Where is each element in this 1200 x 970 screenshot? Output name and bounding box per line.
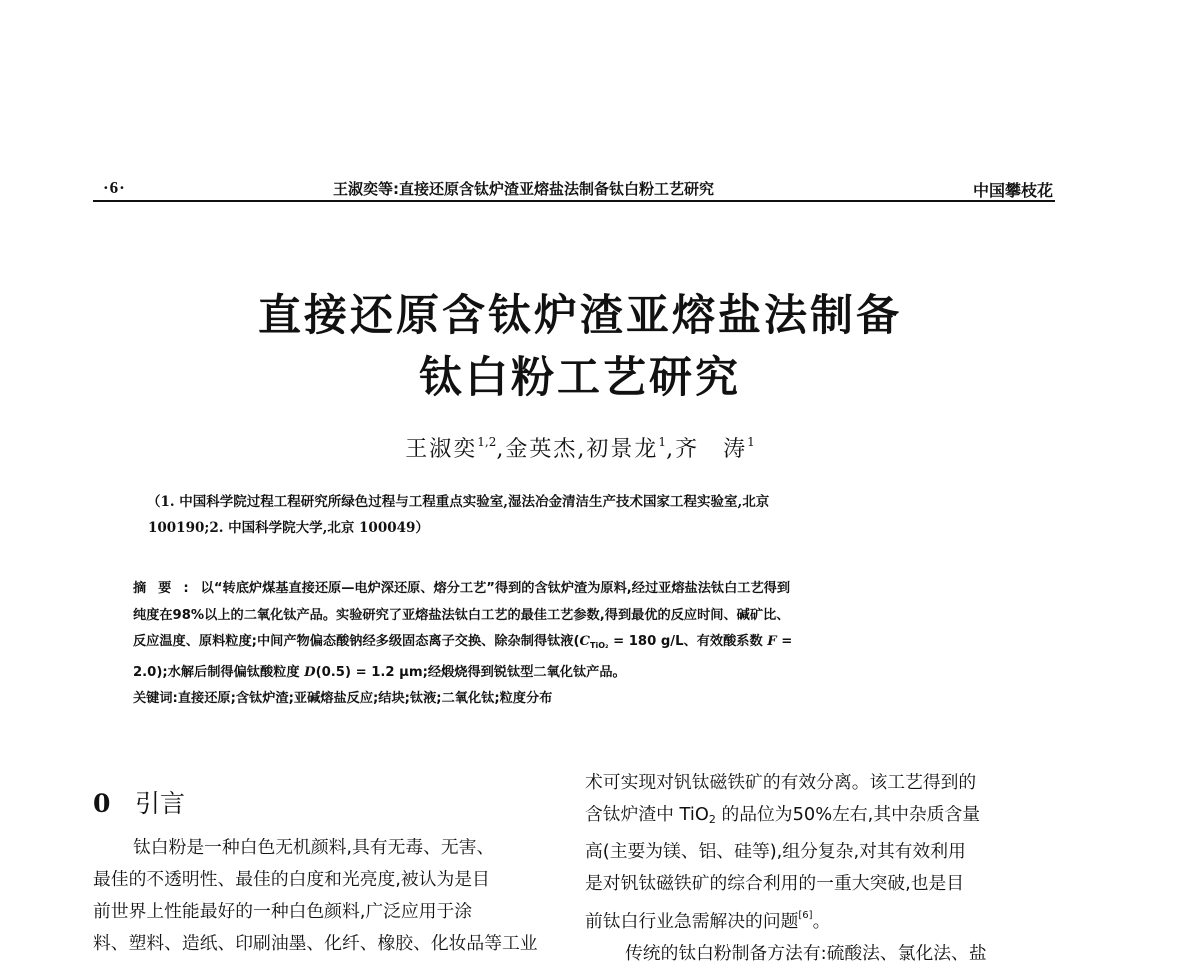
section-heading [93, 784, 185, 820]
abstract-line-3: 反应温度、原料粒度;中间产物偏态酸钠经多级固态离子交换、除杂制得钛液($C_{TiO_2} = 180$ g/L、有效酸系数 F = [133, 634, 793, 650]
author-affil-mark: 1,2 [477, 435, 497, 449]
paper-title [0, 285, 1160, 409]
author-name: 王淑奕 [405, 437, 478, 462]
author-list [0, 432, 1160, 463]
author-affil-mark: 1 [747, 435, 755, 449]
journal-name: 中国攀枝花 [972, 181, 1053, 200]
body-line: 高(主要为镁、铝、硅等),组分复杂,对其有效利用 [585, 841, 966, 862]
keywords-label: 关键词: [133, 691, 178, 706]
body-line: 前世界上性能最好的一种白色颜料,广泛应用于涂 [93, 901, 473, 922]
running-title: 王淑奕等:直接还原含钛炉渣亚熔盐法制备钛白粉工艺研究 [333, 180, 715, 198]
abstract-line-4: 2.0);水解后制得偏钛酸粒度 D(0.5) = 1.2 μm;经煅烧得到锐钛型二氧化钛产品。 [133, 664, 626, 680]
body-column-right [585, 767, 1055, 970]
keywords-text: 直接还原;含钛炉渣;亚碱熔盐反应;结块;钛液;二氧化钛;粒度分布 [177, 691, 553, 706]
math-var-f: F [767, 634, 777, 649]
body-line: 料、塑料、造纸、印刷油墨、化纤、橡胶、化妆品等工业 [93, 933, 538, 954]
author-separator: , [577, 437, 587, 462]
affiliation [147, 489, 1027, 541]
header-rule [93, 200, 1055, 202]
math-var-c: C [579, 634, 590, 649]
author-name: 齐 涛 [675, 437, 748, 462]
section-title: 引言 [135, 789, 186, 818]
body-line: 最佳的不透明性、最佳的白度和光亮度,被认为是目 [93, 869, 490, 890]
abstract-line-2: 纯度在98%以上的二氧化钛产品。实验研究了亚熔盐法钛白工艺的最佳工艺参数,得到最优的反应时间、碱矿比、 [133, 607, 790, 623]
body-column-left [93, 832, 563, 960]
keywords [133, 686, 1033, 713]
affiliation-line-1: （1. 中国科学院过程工程研究所绿色过程与工程重点实验室,湿法冶金清洁生产技术国家工程实验室,北京 [147, 494, 770, 510]
body-line: 是对钒钛磁铁矿的综合利用的一重大突破,也是目 [585, 873, 965, 894]
author-separator: , [666, 437, 676, 462]
page-number: ·6· [103, 178, 126, 197]
running-header [93, 178, 1055, 202]
body-line: 钛白粉是一种白色无机颜料,具有无毒、无害、 [133, 837, 495, 858]
body-line: 前钛白行业急需解决的问题[6]。 [585, 910, 831, 932]
author-separator: , [496, 437, 506, 462]
section-number: 0 [93, 789, 111, 818]
title-line-1: 直接还原含钛炉渣亚熔盐法制备 [258, 291, 902, 341]
abstract-line-1: 摘要:以“转底炉煤基直接还原—电炉深还原、熔分工艺”得到的含钛炉渣为原料,经过亚熔盐法钛白工艺得到 [133, 581, 791, 596]
body-line: 术可实现对钒钛磁铁矿的有效分离。该工艺得到的 [585, 772, 977, 793]
affiliation-line-2: 100190;2. 中国科学院大学,北京 100049） [148, 520, 429, 536]
author-name: 初景龙 [586, 437, 659, 462]
body-line: 传统的钛白粉制备方法有:硫酸法、氯化法、盐 [625, 943, 987, 964]
chem-subscript: 2 [708, 813, 716, 826]
math-var-d: D [304, 664, 316, 680]
title-line-2: 钛白粉工艺研究 [419, 353, 741, 403]
author-affil-mark: 1 [658, 435, 667, 449]
abstract [133, 576, 1033, 713]
author-name: 金英杰 [505, 437, 578, 462]
abstract-label: 摘要: [133, 581, 201, 596]
math-subscript: TiO₂ [590, 641, 609, 650]
citation-ref: [6] [798, 910, 813, 921]
body-line: 含钛炉渣中 TiO2 的品位为50%左右,其中杂质含量 [585, 804, 981, 826]
